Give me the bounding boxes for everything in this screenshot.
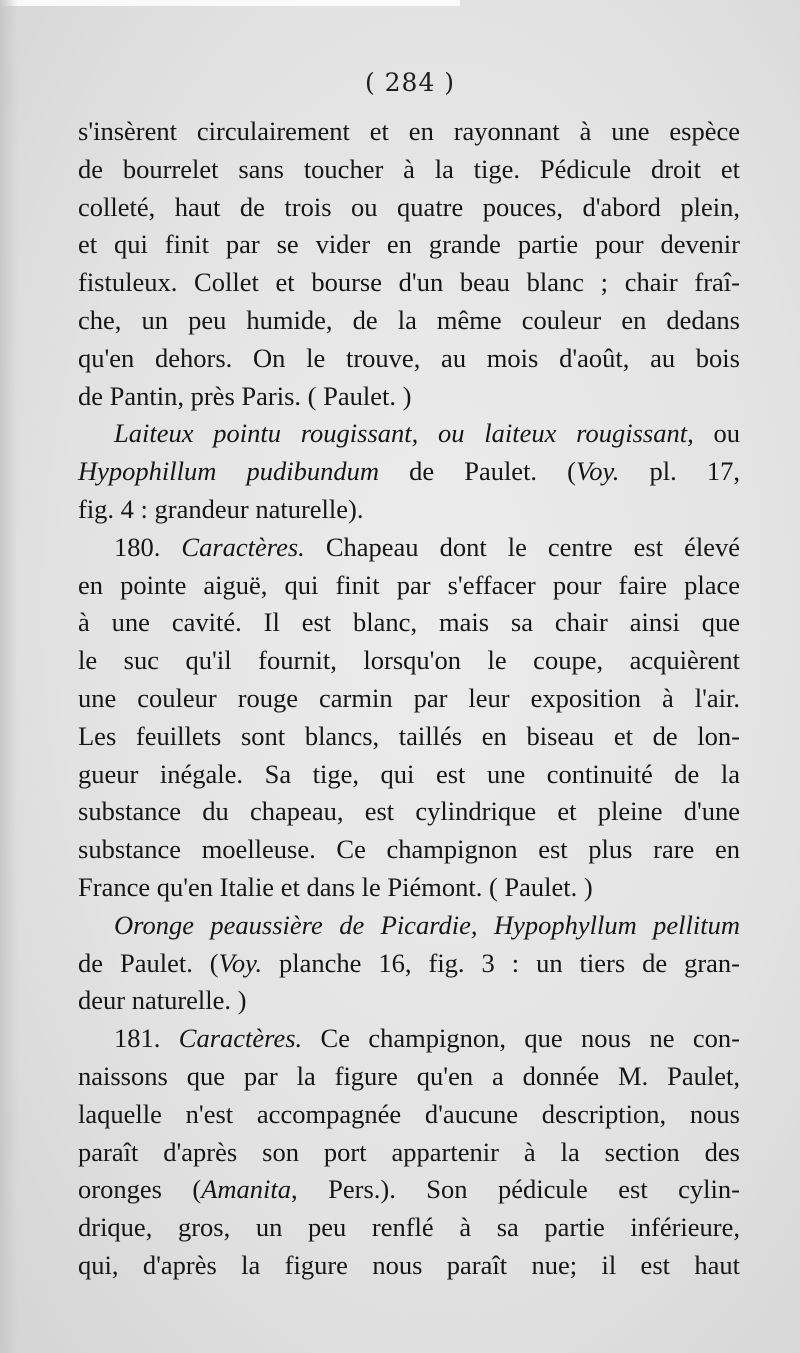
text-segment: une couleur rouge carmin par leur exposition à l'air.	[78, 682, 740, 713]
italic-text: Voy.	[576, 456, 620, 487]
text-segment: naissons que par la figure qu'en a donnée M. Paulet,	[78, 1060, 740, 1091]
text-line	[78, 151, 740, 189]
text-line	[78, 415, 740, 453]
text-line	[78, 756, 740, 794]
text-segment: de bourrelet sans toucher à la tige. Pédicule droit et	[78, 153, 740, 184]
text-segment: paraît d'après son port appartenir à la section des	[78, 1136, 740, 1167]
text-line	[78, 567, 740, 605]
text-segment: 180.	[114, 531, 182, 562]
text-segment: en pointe aiguë, qui finit par s'effacer pour faire place	[78, 569, 740, 600]
text-line	[78, 1247, 740, 1285]
text-line	[78, 680, 740, 718]
text-segment: pl. 17,	[619, 456, 741, 487]
text-segment: Ce champignon, que nous ne con-	[302, 1023, 740, 1054]
text-segment: drique, gros, un peu renflé à sa partie inférieure,	[78, 1212, 740, 1243]
text-line	[78, 302, 740, 340]
text-line	[78, 1058, 740, 1096]
scan-edge	[0, 0, 460, 6]
text-line	[78, 264, 740, 302]
text-line	[78, 340, 740, 378]
text-segment: Les feuillets sont blancs, taillés en biseau et de lon-	[78, 720, 740, 751]
text-segment: à une cavité. Il est blanc, mais sa chair ainsi que	[78, 607, 740, 638]
text-segment: colleté, haut de trois ou quatre pouces, d'abord plein,	[78, 191, 740, 222]
text-line	[78, 982, 740, 1020]
page-number: ( 284 )	[364, 68, 456, 97]
text-segment: gueur inégale. Sa tige, qui est une continuité de la	[78, 758, 740, 789]
text-line	[78, 869, 740, 907]
italic-text: Voy.	[218, 947, 263, 978]
text-line	[78, 491, 740, 529]
text-line	[78, 907, 740, 945]
text-segment: deur naturelle. )	[78, 985, 247, 1016]
text-segment: oronges (	[78, 1174, 202, 1205]
text-segment: qui, d'après la figure nous paraît nue; il est haut	[78, 1249, 740, 1280]
text-segment: substance du chapeau, est cylindrique et pleine d'une	[78, 796, 740, 827]
text-line	[78, 226, 740, 264]
text-line	[78, 1209, 740, 1247]
text-segment: planche 16, fig. 3 : un tiers de gran-	[262, 947, 741, 978]
text-segment: substance moelleuse. Ce champignon est plus rare en	[78, 834, 740, 865]
text-line	[78, 529, 740, 567]
italic-text: Amanita	[201, 1174, 292, 1205]
text-line	[78, 1134, 740, 1172]
text-segment: s'insèrent circulairement et en rayonnant à une espèce	[78, 116, 740, 146]
text-segment: Chapeau dont le centre est élevé	[304, 531, 740, 562]
text-line	[78, 604, 740, 642]
text-segment: de Pantin, près Paris. ( Paulet. )	[78, 380, 412, 411]
text-line	[78, 113, 740, 151]
text-line	[78, 378, 740, 416]
text-segment: che, un peu humide, de la même couleur en dedans	[78, 304, 740, 335]
text-line	[78, 189, 740, 227]
text-line	[78, 831, 740, 869]
text-line	[78, 793, 740, 831]
page-gutter-shadow	[0, 0, 18, 1353]
text-segment: France qu'en Italie et dans le Piémont. ( Paulet. )	[78, 871, 593, 902]
text-segment: , Pers.). Son pédicule est cylin-	[291, 1174, 740, 1205]
text-segment: de Paulet. (	[78, 947, 219, 978]
text-segment: ou	[693, 418, 741, 449]
text-segment: fig. 4 : grandeur naturelle).	[78, 493, 364, 524]
text-line	[78, 1096, 740, 1134]
text-segment: de Paulet. (	[378, 456, 576, 487]
italic-text: Oronge peaussière de Picardie, Hypophyllum pellitum	[114, 909, 740, 940]
body-text	[78, 113, 740, 1285]
text-line	[78, 718, 740, 756]
italic-text: Laiteux pointu rougissant, ou laiteux rougissant,	[114, 418, 694, 449]
text-segment: qu'en dehors. On le trouve, au mois d'août, au bois	[78, 342, 740, 373]
text-segment: fistuleux. Collet et bourse d'un beau blanc ; chair fraî-	[78, 267, 740, 298]
italic-text: Caractères.	[178, 1023, 303, 1054]
text-segment: laquelle n'est accompagnée d'aucune description, nous	[78, 1098, 740, 1129]
text-line	[78, 453, 740, 491]
text-segment: 181.	[114, 1023, 179, 1054]
text-segment: et qui finit par se vider en grande partie pour devenir	[78, 229, 740, 260]
text-line	[78, 945, 740, 983]
text-line	[78, 1020, 740, 1058]
text-line	[78, 642, 740, 680]
text-segment: le suc qu'il fournit, lorsqu'on le coupe, acquièrent	[78, 645, 740, 676]
text-line	[78, 1171, 740, 1209]
italic-text: Caractères.	[181, 531, 305, 562]
italic-text: Hypophillum pudibundum	[78, 456, 379, 487]
